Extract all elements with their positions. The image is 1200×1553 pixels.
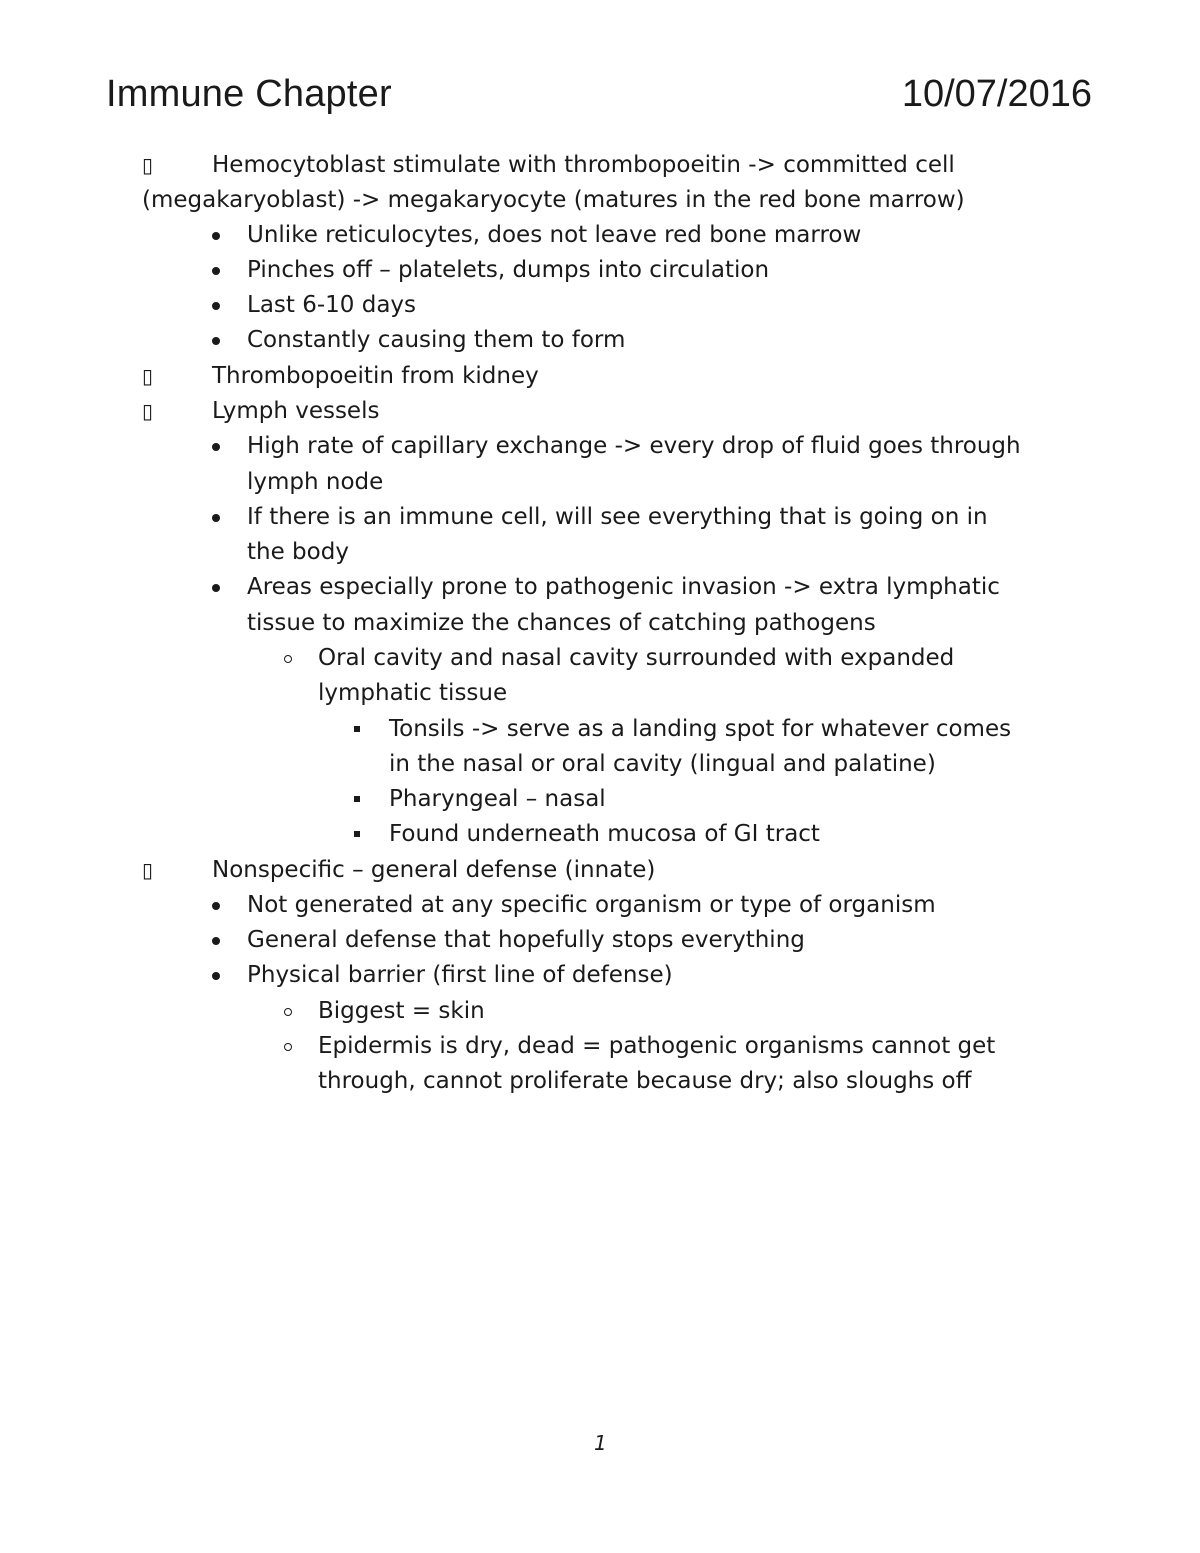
note-line: Lymph vessels	[212, 398, 380, 424]
note-line: Unlike reticulocytes, does not leave red bone marrow	[247, 222, 862, 248]
bullet-icon	[212, 302, 220, 310]
square-bullet-icon	[354, 796, 360, 802]
note-line: Physical barrier (first line of defense)	[247, 962, 673, 988]
note-line: Pharyngeal – nasal	[389, 786, 606, 812]
note-line: through, cannot proliferate because dry; also sloughs off	[318, 1068, 972, 1094]
note-line: lymphatic tissue	[318, 680, 508, 706]
page-title: Immune Chapter	[106, 73, 392, 115]
note-line: Epidermis is dry, dead = pathogenic organisms cannot get	[318, 1033, 996, 1059]
bullet-icon	[212, 337, 220, 345]
square-bullet-icon	[354, 726, 360, 732]
note-line: Hemocytoblast stimulate with thrombopoeitin -> committed cell	[212, 152, 955, 178]
bullet-icon	[212, 267, 220, 275]
box-marker-icon: ▯	[142, 858, 154, 882]
circle-bullet-icon	[284, 655, 292, 663]
note-line: tissue to maximize the chances of catching pathogens	[247, 610, 876, 636]
bullet-icon	[212, 514, 220, 522]
bullet-icon	[212, 443, 220, 451]
note-line: lymph node	[247, 469, 384, 495]
circle-bullet-icon	[284, 1008, 292, 1016]
note-line: Not generated at any specific organism or type of organism	[247, 892, 936, 918]
note-line: Last 6-10 days	[247, 292, 417, 318]
bullet-icon	[212, 232, 220, 240]
note-line: Areas especially prone to pathogenic invasion -> extra lymphatic	[247, 574, 1000, 600]
page-number: 1	[594, 1431, 607, 1455]
box-marker-icon: ▯	[142, 364, 154, 388]
bullet-icon	[212, 937, 220, 945]
circle-bullet-icon	[284, 1043, 292, 1051]
note-line: Found underneath mucosa of GI tract	[389, 821, 820, 847]
note-line: Biggest = skin	[318, 998, 485, 1024]
note-line: Pinches off – platelets, dumps into circulation	[247, 257, 770, 283]
page-date: 10/07/2016	[901, 73, 1092, 115]
box-marker-icon: ▯	[142, 153, 154, 177]
note-line: Tonsils -> serve as a landing spot for whatever comes	[389, 716, 1012, 742]
note-line: Oral cavity and nasal cavity surrounded with expanded	[318, 645, 955, 671]
bullet-icon	[212, 902, 220, 910]
note-line: Thrombopoeitin from kidney	[212, 363, 539, 389]
bullet-icon	[212, 972, 220, 980]
note-line: Constantly causing them to form	[247, 327, 626, 353]
bullet-icon	[212, 584, 220, 592]
note-line: High rate of capillary exchange -> every drop of fluid goes through	[247, 433, 1021, 459]
note-line: Nonspecific – general defense (innate)	[212, 857, 656, 883]
note-line: If there is an immune cell, will see everything that is going on in	[247, 504, 988, 530]
box-marker-icon: ▯	[142, 399, 154, 423]
note-line: General defense that hopefully stops everything	[247, 927, 805, 953]
square-bullet-icon	[354, 831, 360, 837]
note-line: the body	[247, 539, 349, 565]
note-line: (megakaryoblast) -> megakaryocyte (matures in the red bone marrow)	[142, 187, 965, 213]
note-line: in the nasal or oral cavity (lingual and palatine)	[389, 751, 936, 777]
